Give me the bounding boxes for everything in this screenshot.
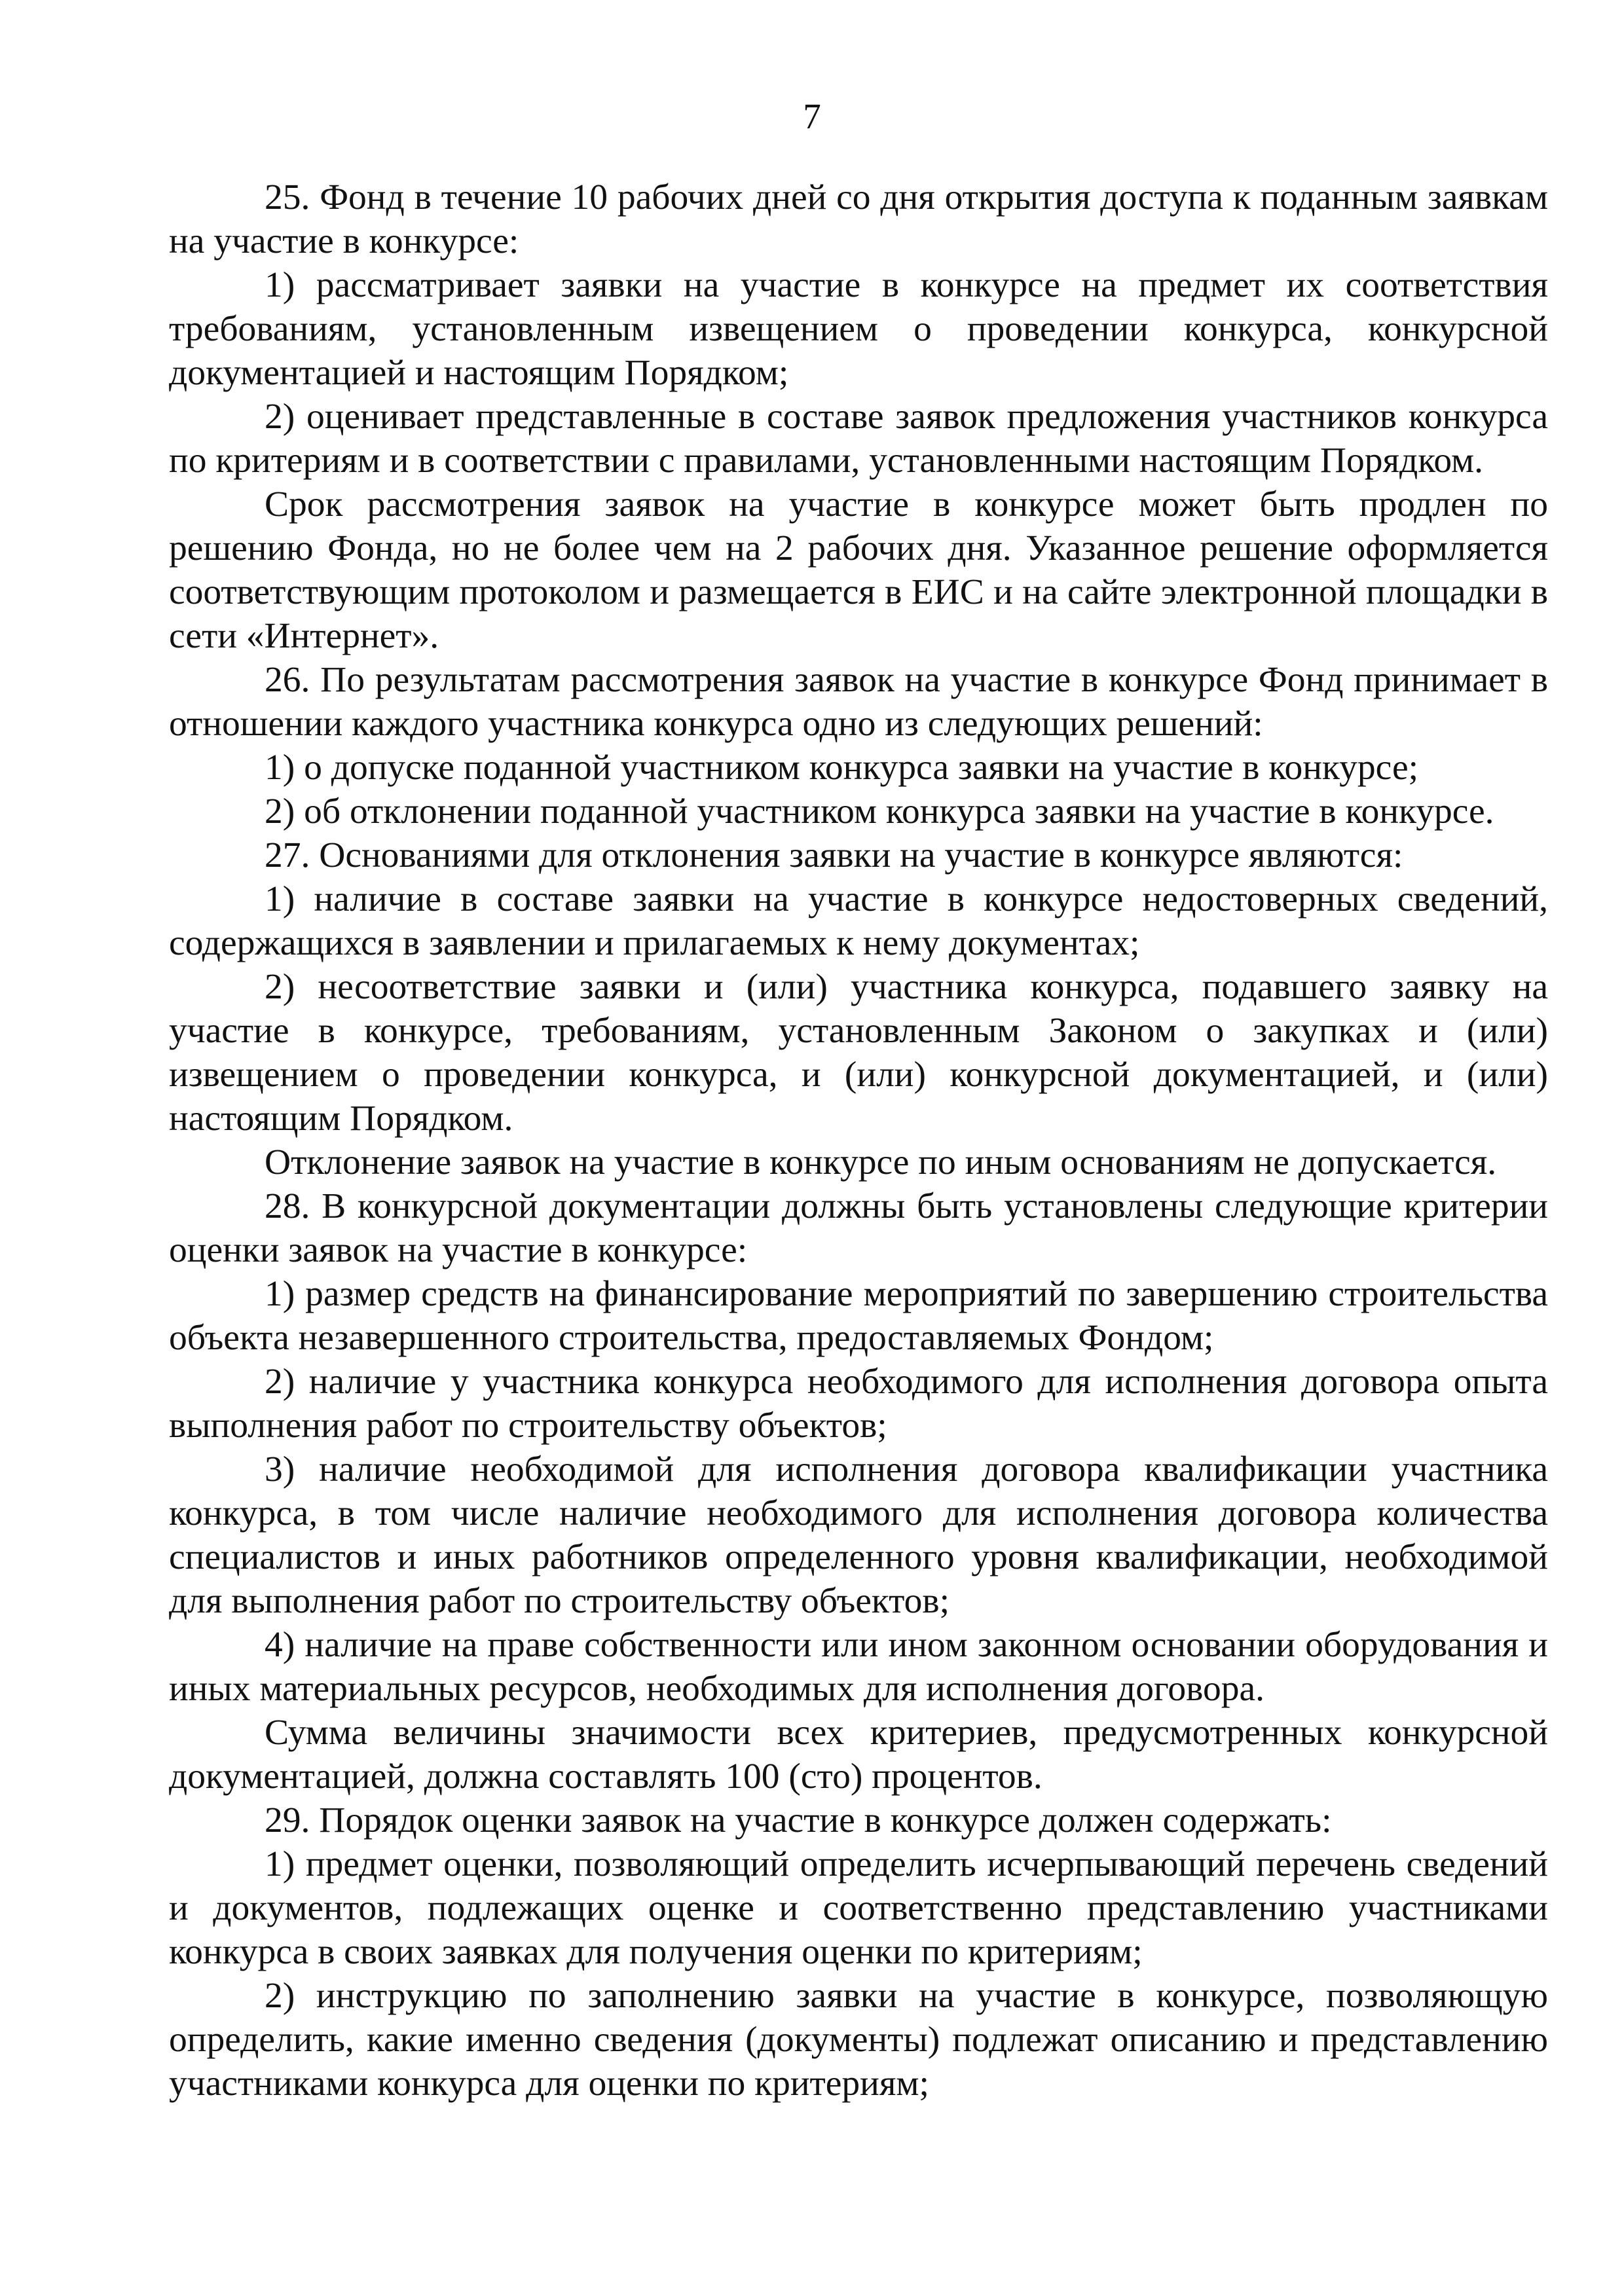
paragraph-25-item-1: 1) рассматривает заявки на участие в конкурсе на предмет их соответствия требованиям, установленным извещением о проведении конкурса, конкурсной документацией и настоящим Порядком; [169, 265, 1548, 393]
page-number: 7 [803, 96, 821, 136]
paragraph-review-term: Срок рассмотрения заявок на участие в конкурсе может быть продлен по решению Фонда, но не более чем на 2 рабочих дня. Указанное решение оформляется соответствующим протоколом и размещается в ЕИС и на сайте электронной площадки в сети «Интернет». [169, 484, 1548, 656]
paragraph-26-intro: 26. По результатам рассмотрения заявок на участие в конкурсе Фонд принимает в отношении каждого участника конкурса одно из следующих решений: [169, 660, 1548, 744]
paragraph-27-intro: 27. Основаниями для отклонения заявки на участие в конкурсе являются: [265, 835, 1403, 875]
paragraph-27-item-2: 2) несоответствие заявки и (или) участника конкурса, подавшего заявку на участие в конкурсе, требованиям, установленным Законом о закупках и (или) извещением о проведении конкурса, и (или) конкурсной документацией, и (или) настоящим Порядком. [169, 967, 1548, 1139]
paragraph-criteria-sum: Сумма величины значимости всех критериев, предусмотренных конкурсной документацией, должна составлять 100 (сто) процентов. [169, 1713, 1548, 1796]
document-body [169, 175, 1548, 2105]
paragraph-29-item-1: 1) предмет оценки, позволяющий определить исчерпывающий перечень сведений и документов, подлежащих оценке и соответственно представлению участниками конкурса в своих заявках для получения оценки по критериям; [169, 1844, 1548, 1972]
paragraph-26-item-2: 2) об отклонении поданной участником конкурса заявки на участие в конкурсе. [265, 792, 1494, 831]
paragraph-28-item-1: 1) размер средств на финансирование мероприятий по завершению строительства объекта незавершенного строительства, предоставляемых Фондом; [169, 1274, 1548, 1358]
paragraph-25-intro: 25. Фонд в течение 10 рабочих дней со дня открытия доступа к поданным заявкам на участие в конкурсе: [169, 177, 1548, 261]
paragraph-28-intro: 28. В конкурсной документации должны быть установлены следующие критерии оценки заявок на участие в конкурсе: [169, 1186, 1548, 1270]
paragraph-29-item-2: 2) инструкцию по заполнению заявки на участие в конкурсе, позволяющую определить, какие именно сведения (документы) подлежат описанию и представлению участниками конкурса для оценки по критериям; [169, 1976, 1548, 2104]
paragraph-28-item-4: 4) наличие на праве собственности или ином законном основании оборудования и иных материальных ресурсов, необходимых для исполнения договора. [169, 1625, 1548, 1709]
paragraph-27-item-1: 1) наличие в составе заявки на участие в конкурсе недостоверных сведений, содержащихся в заявлении и прилагаемых к нему документах; [169, 879, 1548, 963]
paragraph-rejection-other: Отклонение заявок на участие в конкурсе по иным основаниям не допускается. [265, 1142, 1497, 1182]
paragraph-28-item-2: 2) наличие у участника конкурса необходимого для исполнения договора опыта выполнения работ по строительству объектов; [169, 1362, 1548, 1446]
paragraph-28-item-3: 3) наличие необходимой для исполнения договора квалификации участника конкурса, в том числе наличие необходимого для исполнения договора количества специалистов и иных работников определенного уровня квалификации, необходимой для выполнения работ по строительству объектов; [169, 1449, 1548, 1621]
paragraph-29-intro: 29. Порядок оценки заявок на участие в конкурсе должен содержать: [265, 1800, 1332, 1840]
paragraph-26-item-1: 1) о допуске поданной участником конкурса заявки на участие в конкурсе; [265, 748, 1419, 788]
paragraph-25-item-2: 2) оценивает представленные в составе заявок предложения участников конкурса по критериям и в соответствии с правилами, установленными настоящим Порядком. [169, 397, 1548, 481]
